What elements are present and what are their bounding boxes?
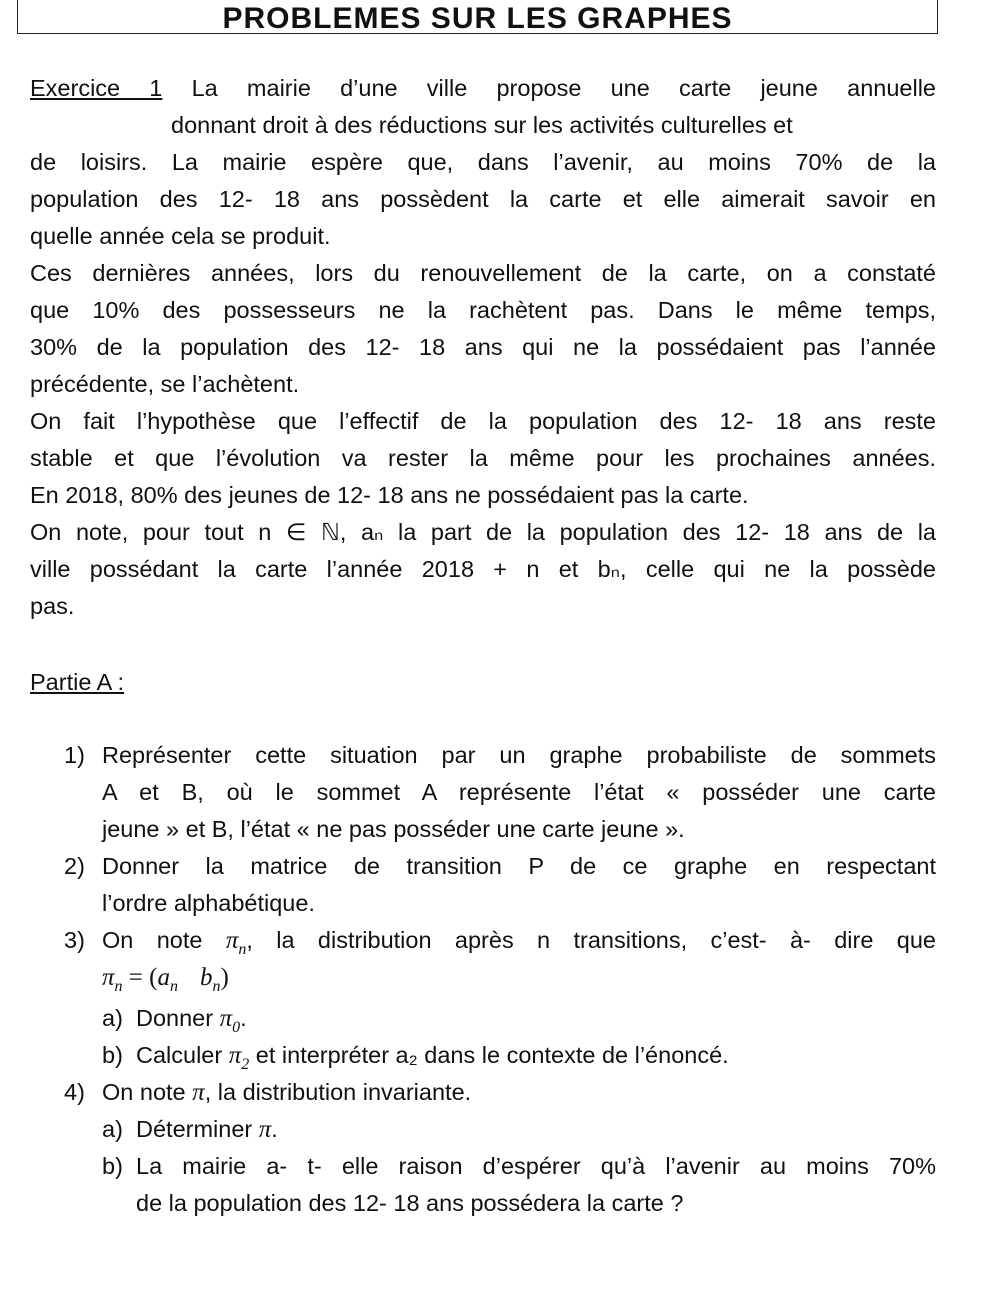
exercise-intro-line-1 (30, 70, 936, 107)
page-title: PROBLEMES SUR LES GRAPHES (222, 2, 733, 35)
pi-symbol: π (192, 1079, 205, 1106)
b-subscript: n (212, 978, 221, 995)
q2-line: l’ordre alphabétique. (102, 890, 315, 916)
exercise-intro-second: donnant droit à des réductions sur les activités culturelles et (171, 112, 793, 138)
exercise-line: On fait l’hypothèse que l’effectif de la population des 12- 18 ans reste (30, 408, 936, 434)
pi-glyph: π (102, 964, 115, 991)
equals-paren: = ( (122, 964, 158, 991)
pi-symbol: π (258, 1116, 272, 1143)
q3-number: 3) (64, 927, 85, 953)
close-paren: ) (220, 964, 229, 991)
pi-symbol (228, 1042, 250, 1073)
q4-line (102, 1074, 936, 1111)
exercise-line: que 10% des possesseurs ne la rachètent pas. Dans le même temps, (30, 297, 936, 323)
q4b-label: b) (102, 1153, 123, 1179)
q1-line: Représenter cette situation par un graphe probabiliste de sommets (102, 742, 936, 768)
q4-text-rest: , la distribution invariante. (204, 1079, 472, 1105)
title-box (17, 0, 938, 34)
var-b: b (199, 964, 213, 991)
exercise-line: On note, pour tout n ∈ ℕ, aₙ la part de la population des 12- 18 ans de la (30, 519, 936, 545)
exercise-line: population des 12- 18 ans possèdent la carte et elle aimerait savoir en (30, 186, 936, 212)
pi-subscript: n (114, 978, 123, 995)
q1-number: 1) (64, 742, 85, 768)
partie-a-label: Partie A : (30, 669, 125, 695)
q4a-text: Déterminer (136, 1116, 253, 1142)
exercise-label: Exercice 1 (30, 75, 163, 101)
q3a-end: . (240, 1005, 247, 1031)
exercise-line: de loisirs. La mairie espère que, dans l’avenir, au moins 70% de la (30, 149, 936, 175)
q3b-label: b) (102, 1042, 123, 1068)
exercise-line: En 2018, 80% des jeunes de 12- 18 ans ne possédaient pas la carte. (30, 482, 749, 508)
pi-symbol (219, 1005, 241, 1036)
pi-glyph: π (219, 1005, 233, 1032)
pi-glyph: π (228, 1042, 242, 1069)
q3-text: On note (102, 927, 203, 953)
q3-text-rest: , la distribution après n transitions, c’est- à- dire que (246, 927, 936, 953)
q3a-text: Donner (136, 1005, 214, 1031)
q2-number: 2) (64, 853, 85, 879)
exercise-line: stable et que l’évolution va rester la même pour les prochaines années. (30, 445, 936, 471)
var-a: a (157, 964, 170, 991)
q4a-end: . (271, 1116, 278, 1142)
pi-subscript: n (238, 941, 247, 958)
q3a-label: a) (102, 1005, 123, 1031)
q2-line: Donner la matrice de transition P de ce graphe en respectant (102, 853, 936, 879)
q1-line: jeune » et B, l’état « ne pas posséder une carte jeune ». (102, 816, 685, 842)
exercise-line: 30% de la population des 12- 18 ans qui ne la possédaient pas l’année (30, 334, 936, 360)
q4-number: 4) (64, 1079, 85, 1105)
pi-subscript: 0 (232, 1019, 241, 1036)
q1-line: A et B, où le sommet A représente l’état « posséder une carte (102, 779, 936, 805)
partie-a-heading (30, 664, 936, 701)
q3-formula (102, 959, 936, 1005)
q4a-line (136, 1111, 936, 1148)
q3b-text: Calculer (136, 1042, 223, 1068)
q4a-label: a) (102, 1116, 123, 1142)
exercise-intro-first: La mairie d’une ville propose une carte jeune annuelle (191, 75, 937, 101)
q4b-line: La mairie a- t- elle raison d’espérer qu’à l’avenir au moins 70% (136, 1153, 936, 1179)
q4-text: On note (102, 1079, 186, 1105)
q4b-line: de la population des 12- 18 ans possédera la carte ? (136, 1190, 684, 1216)
exercise-intro-line-2 (171, 107, 936, 144)
exercise-line: précédente, se l’achètent. (30, 371, 300, 397)
exercise-line: Ces dernières années, lors du renouvellement de la carte, on a constaté (30, 260, 936, 286)
pi-subscript: 2 (241, 1056, 250, 1073)
formula (102, 964, 229, 995)
exercise-line: quelle année cela se produit. (30, 223, 331, 249)
exercise-line: pas. (30, 593, 75, 619)
pi-glyph: π (225, 927, 239, 954)
pi-symbol (225, 927, 247, 958)
a-subscript: n (169, 978, 178, 995)
q3b-end: et interpréter a₂ dans le contexte de l’énoncé. (249, 1042, 729, 1068)
exercise-line: ville possédant la carte l’année 2018 + n et bₙ, celle qui ne la possède (30, 556, 936, 582)
